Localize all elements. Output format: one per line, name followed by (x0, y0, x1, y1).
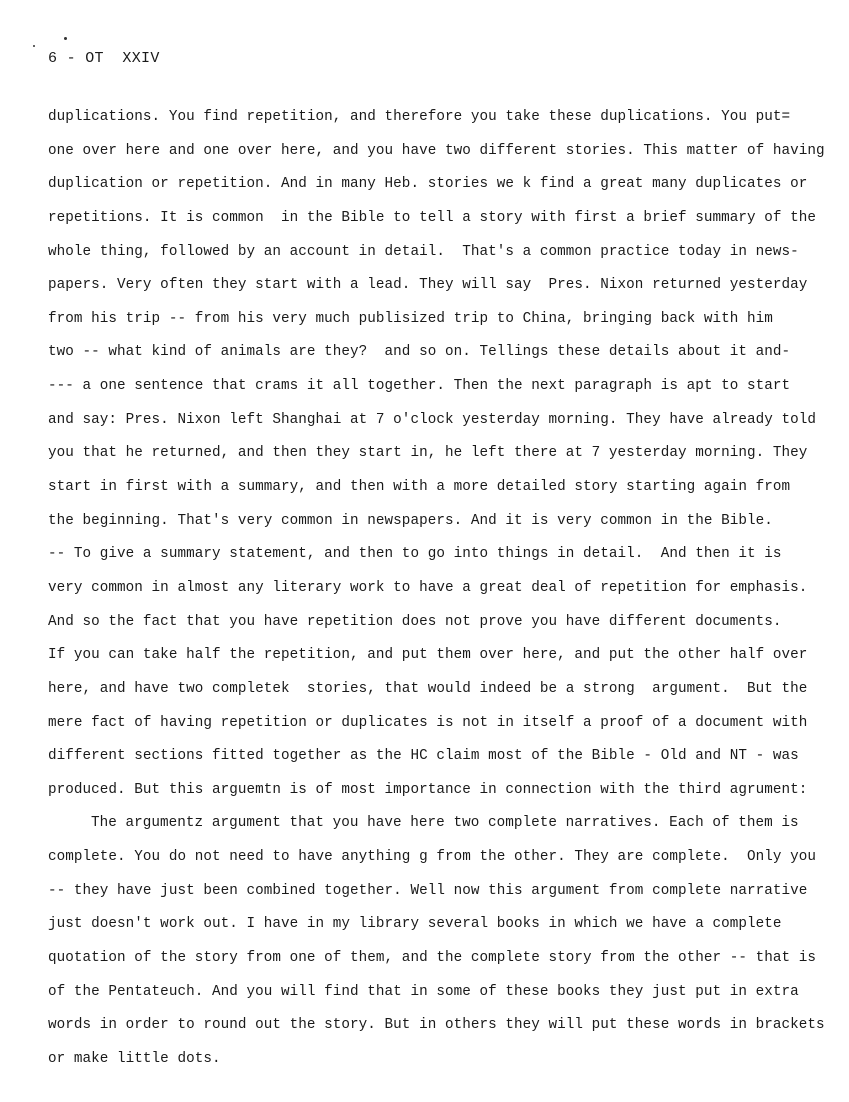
speck-mark (64, 37, 67, 40)
text-line: --- a one sentence that crams it all together. Then the next paragraph is apt to start (48, 378, 791, 395)
text-line: produced. But this arguemtn is of most importance in connection with the third agrument: (48, 781, 808, 798)
text-line: and say: Pres. Nixon left Shanghai at 7 o'clock yesterday morning. They have already told (48, 411, 817, 428)
text-line: whole thing, followed by an account in detail. That's a common practice today in news- (48, 243, 799, 260)
text-line: repetitions. It is common in the Bible to tell a story with first a brief summary of the (48, 209, 817, 226)
text-line: from his trip -- from his very much publisized trip to China, bringing back with him (48, 310, 773, 327)
text-line: two -- what kind of animals are they? and so on. Tellings these details about it and- (48, 344, 791, 361)
text-line: quotation of the story from one of them, and the complete story from the other -- that is (48, 950, 817, 967)
text-line: or make little dots. (48, 1050, 221, 1067)
paragraph-start-line: The argumentz argument that you have here two complete narratives. Each of them is (91, 815, 799, 832)
text-line: And so the fact that you have repetition does not prove you have different documents. (48, 613, 782, 630)
text-line: duplications. You find repetition, and therefore you take these duplications. You put= (48, 109, 791, 125)
text-line: -- they have just been combined together. Well now this argument from complete narrative (48, 882, 808, 899)
text-line: just doesn't work out. I have in my library several books in which we have a complete (48, 916, 782, 933)
text-line: you that he returned, and then they start in, he left there at 7 yesterday morning. They (48, 445, 808, 462)
text-line: start in first with a summary, and then with a more detailed story starting again from (48, 479, 791, 496)
text-line: different sections fitted together as the HC claim most of the Bible - Old and NT - was (48, 748, 799, 765)
text-line: the beginning. That's very common in newspapers. And it is very common in the Bible. (48, 512, 773, 529)
speck-mark (33, 45, 35, 47)
text-line: If you can take half the repetition, and put them over here, and put the other half over (48, 647, 808, 664)
text-line: papers. Very often they start with a lead. They will say Pres. Nixon returned yesterday (48, 277, 808, 294)
body-text (48, 101, 825, 1077)
text-line: duplication or repetition. And in many Heb. stories we k find a great many duplicates or (48, 176, 808, 193)
text-line: complete. You do not need to have anything g from the other. They are complete. Only you (48, 849, 817, 866)
text-line: words in order to round out the story. But in others they will put these words in brackets (48, 1017, 825, 1034)
text-line: one over here and one over here, and you have two different stories. This matter of having (48, 142, 825, 159)
text-line: very common in almost any literary work to have a great deal of repetition for emphasis. (48, 579, 808, 596)
text-line: of the Pentateuch. And you will find that in some of these books they just put in extra (48, 983, 799, 1000)
text-line: -- To give a summary statement, and then to go into things in detail. And then it is (48, 546, 782, 563)
text-line: here, and have two completek stories, that would indeed be a strong argument. But the (48, 680, 808, 697)
text-line: mere fact of having repetition or duplicates is not in itself a proof of a document with (48, 714, 808, 731)
page-header: 6 - OT XXIV (48, 50, 160, 67)
